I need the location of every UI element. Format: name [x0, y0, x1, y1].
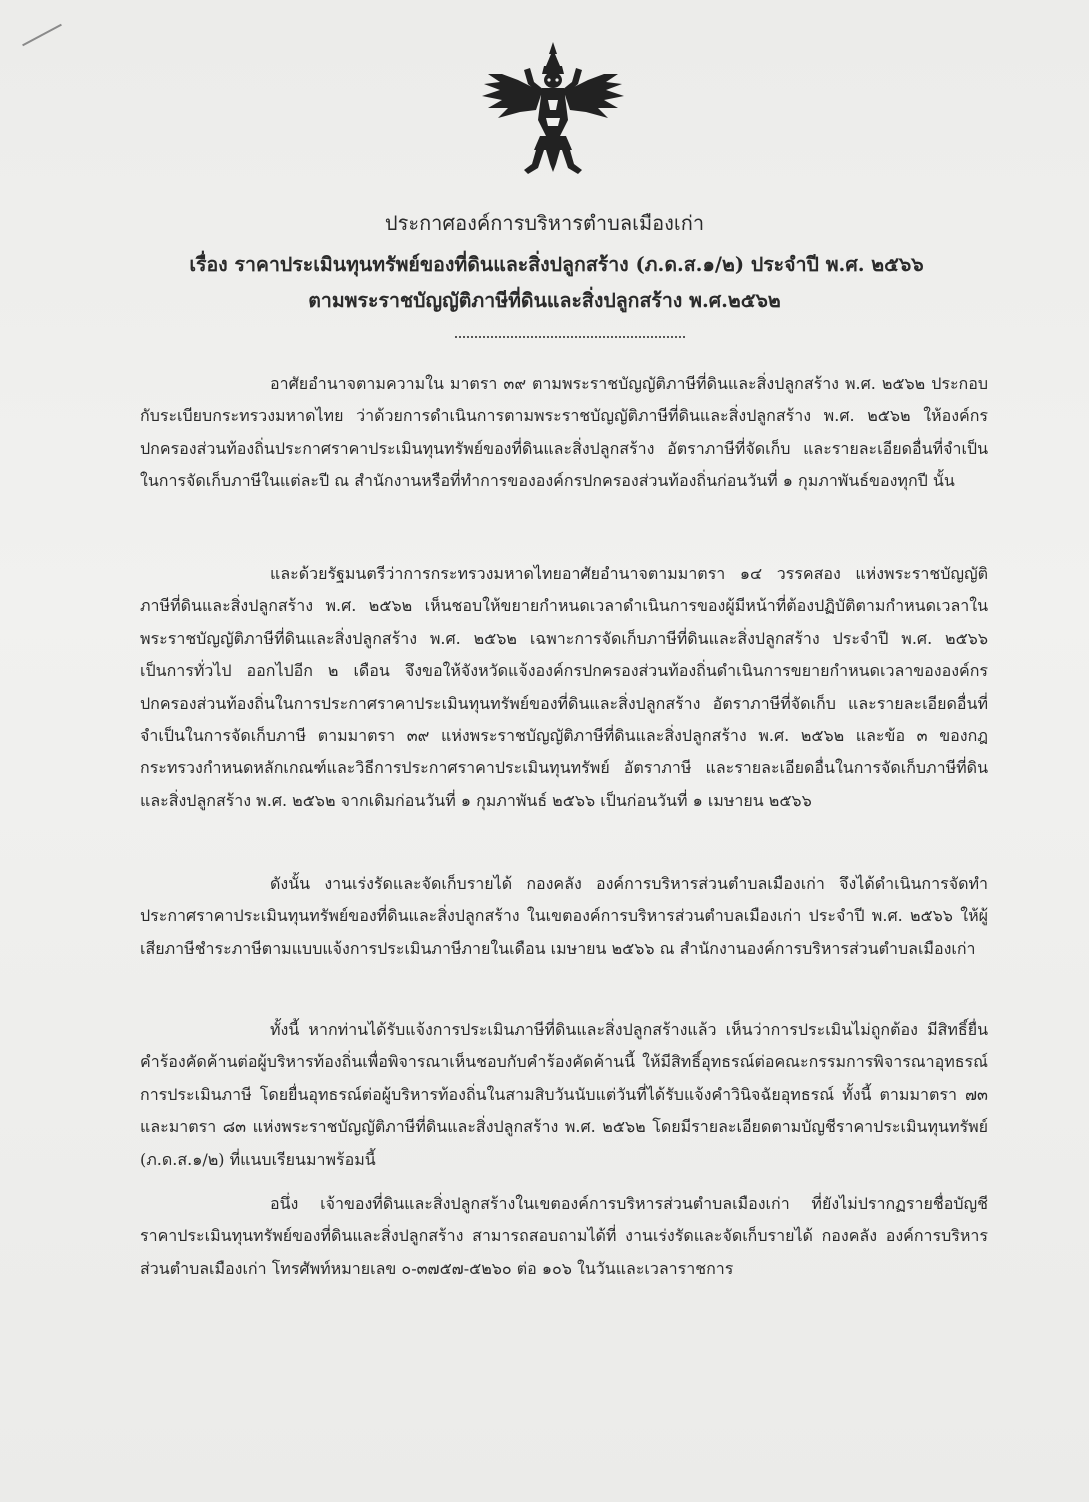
announcement-subtitle: ตามพระราชบัญญัติภาษีที่ดินและสิ่งปลูกสร้าง พ.ศ.๒๕๖๒ — [308, 289, 781, 312]
paragraph-assessment: ดังนั้น งานเร่งรัดและจัดเก็บรายได้ กองคลัง องค์การบริหารส่วนตำบลเมืองเก่า จึงได้ดำเนินการจัดทำ ประกาศราคาประเมินทุนทรัพย์ของที่ดินและสิ่งปลูกสร้าง ในเขตองค์การบริหารส่วนตำบลเมืองเก่า ประจำปี พ.ศ. ๒๕๖๖ ให้ผู้เสียภาษีชำระภาษีตามแบบแจ้งการประเมินภาษีภายในเดือน เมษายน ๒๕๖๖ ณ สำนักงานองค์การบริหารส่วนตำบลเมืองเก่า — [140, 874, 988, 958]
pen-mark — [22, 24, 62, 46]
paragraph-contact: อนึ่ง เจ้าของที่ดินและสิ่งปลูกสร้างในเขตองค์การบริหารส่วนตำบลเมืองเก่า ที่ยังไม่ปรากฏรายชื่อบัญชีราคาประเมินทุนทรัพย์ของที่ดินและสิ่งปลูกสร้าง สามารถสอบถามได้ที่ งานเร่งรัดและจัดเก็บรายได้ กองคลัง องค์การบริหารส่วนตำบลเมืองเก่า โทรศัพท์หมายเลข ๐-๓๗๕๗-๕๒๖๐ ต่อ ๑๐๖ ในวันและเวลาราชการ — [140, 1194, 988, 1278]
announcement-subject: เรื่อง ราคาประเมินทุนทรัพย์ของที่ดินและสิ่งปลูกสร้าง (ภ.ด.ส.๑/๒) ประจำปี พ.ศ. ๒๕๖๖ — [189, 253, 924, 276]
paragraph-extension: และด้วยรัฐมนตรีว่าการกระทรวงมหาดไทยอาศัยอำนาจตามมาตรา ๑๔ วรรคสอง แห่งพระราชบัญญัติภาษีที่ดินและสิ่งปลูกสร้าง พ.ศ. ๒๕๖๒ เห็นชอบให้ขยายกำหนดเวลาดำเนินการของผู้มีหน้าที่ต้องปฏิบัติตามกำหนดเวลาในพระราชบัญญัติภาษีที่ดินและสิ่งปลูกสร้าง พ.ศ. ๒๕๖๒ เฉพาะการจัดเก็บภาษีที่ดินและสิ่งปลูกสร้าง ประจำปี พ.ศ. ๒๕๖๖ เป็นการทั่วไป ออกไปอีก ๒ เดือน จึงขอให้จังหวัดแจ้งองค์กรปกครองส่วนท้องถิ่นดำเนินการขยายกำหนดเวลาขององค์กรปกครองส่วนท้องถิ่นในการประกาศราคาประเมินทุนทรัพย์ของที่ดินและสิ่งปลูกสร้าง อัตราภาษีที่จัดเก็บ และรายละเอียดอื่นที่ จำเป็นในการจัดเก็บภาษี ตามมาตรา ๓๙ แห่งพระราชบัญญัติภาษีที่ดินและสิ่งปลูกสร้าง พ.ศ. ๒๕๖๒ และข้อ ๓ ของกฎกระทรวงกำหนดหลักเกณฑ์และวิธีการประกาศราคาประเมินทุนทรัพย์ อัตราภาษี และรายละเอียดอื่นในการจัดเก็บภาษีที่ดินและสิ่งปลูกสร้าง พ.ศ. ๒๕๖๒ จากเดิมก่อนวันที่ ๑ กุมภาพันธ์ ๒๕๖๖ เป็นก่อนวันที่ ๑ เมษายน ๒๕๖๖ — [140, 564, 988, 810]
garuda-emblem-icon — [478, 40, 628, 180]
dotted-divider — [455, 336, 685, 338]
announcement-title: ประกาศองค์การบริหารตำบลเมืองเก่า — [384, 211, 705, 235]
paragraph-appeal: ทั้งนี้ หากท่านได้รับแจ้งการประเมินภาษีที่ดินและสิ่งปลูกสร้างแล้ว เห็นว่าการประเมินไม่ถูกต้อง มีสิทธิ์ยื่นคำร้องคัดค้านต่อผู้บริหารท้องถิ่นเพื่อพิจารณาเห็นชอบกับคำร้องคัดค้านนี้ ให้มีสิทธิ์อุทธรณ์ต่อคณะกรรมการพิจารณาอุทธรณ์การประเมินภาษี โดยยื่นอุทธรณ์ต่อผู้บริหารท้องถิ่นในสามสิบวันนับแต่วันที่ได้รับแจ้งคำวินิจฉัยอุทธรณ์ ทั้งนี้ ตามมาตรา ๗๓ และมาตรา ๘๓ แห่งพระราชบัญญัติภาษีที่ดินและสิ่งปลูกสร้าง พ.ศ. ๒๕๖๒ โดยมีรายละเอียดตามบัญชีราคาประเมินทุนทรัพย์ (ภ.ด.ส.๑/๒) ที่แนบเรียนมาพร้อมนี้ — [140, 1020, 988, 1169]
paragraph-authority: อาศัยอำนาจตามความใน มาตรา ๓๙ ตามพระราชบัญญัติภาษีที่ดินและสิ่งปลูกสร้าง พ.ศ. ๒๕๖๒ ประกอบกับระเบียบกระทรวงมหาดไทย ว่าด้วยการดำเนินการตามพระราชบัญญัติภาษีที่ดินและสิ่งปลูกสร้าง พ.ศ. ๒๕๖๒ ให้องค์กรปกครองส่วนท้องถิ่นประกาศราคาประเมินทุนทรัพย์ของที่ดินและสิ่งปลูกสร้าง อัตราภาษีที่จัดเก็บ และรายละเอียดอื่นที่จำเป็นในการจัดเก็บภาษีในแต่ละปี ณ สำนักงานหรือที่ทำการขององค์กรปกครองส่วนท้องถิ่นก่อนวันที่ ๑ กุมภาพันธ์ของทุกปี นั้น — [140, 374, 988, 491]
